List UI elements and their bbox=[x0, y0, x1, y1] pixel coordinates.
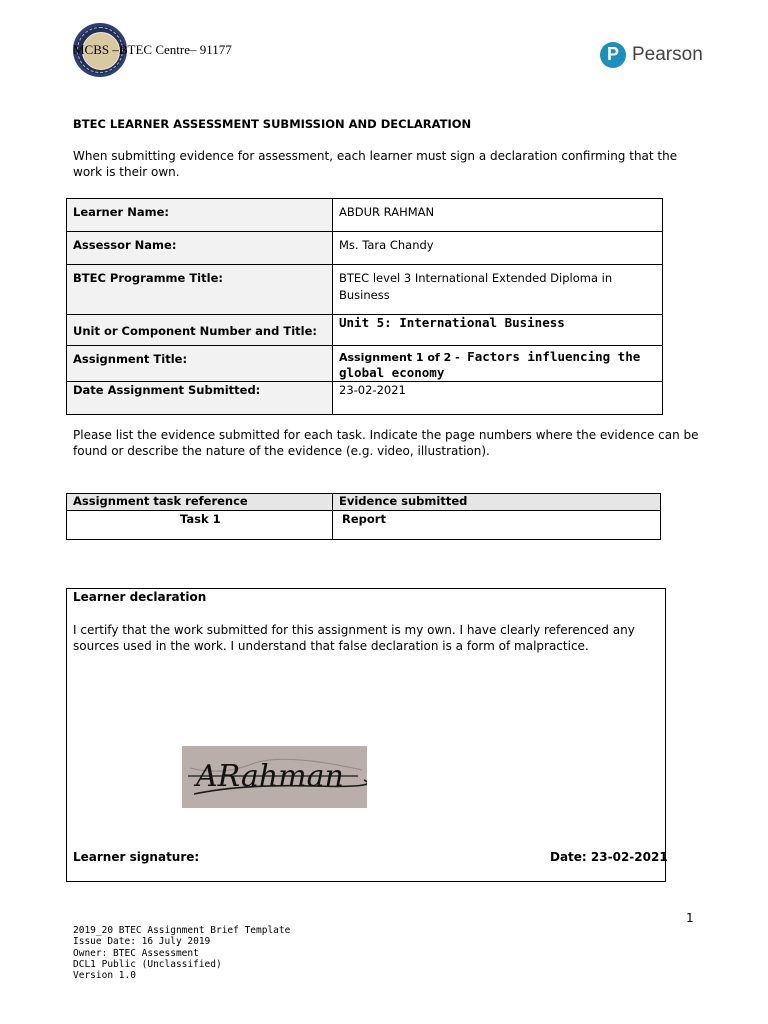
footer-issue-date: Issue Date: 16 July 2019 bbox=[73, 936, 211, 948]
footer-version: Version 1.0 bbox=[73, 970, 136, 982]
task-reference-cell: Task 1 bbox=[67, 511, 333, 540]
assignment-prefix: Assignment 1 of 2 - bbox=[339, 351, 460, 364]
evidence-intro-text: Please list the evidence submitted for each task. Indicate the page numbers where the evidence can be found or describe the nature of the evidence (e.g. video, illustration). bbox=[73, 428, 699, 458]
centre-name: MCBS –BTEC Centre– 91177 bbox=[73, 42, 232, 57]
page-title: BTEC LEARNER ASSESSMENT SUBMISSION AND DECLARATION bbox=[73, 117, 472, 131]
document-footer bbox=[73, 925, 290, 981]
assignment-title-value: Factors influencing the global economy bbox=[339, 349, 641, 380]
learner-name-value: ABDUR RAHMAN bbox=[333, 199, 663, 232]
page-number: 1 bbox=[686, 911, 694, 925]
date-submitted-label: Date Assignment Submitted: bbox=[67, 382, 333, 415]
assessor-name-value: Ms. Tara Chandy bbox=[333, 232, 663, 265]
footer-owner: Owner: BTEC Assessment bbox=[73, 947, 199, 959]
assignment-title-cell bbox=[333, 346, 663, 382]
pearson-logo-icon: P bbox=[600, 42, 626, 68]
learner-signature-label: Learner signature: bbox=[73, 850, 200, 864]
footer-template: 2019_20 BTEC Assignment Brief Template bbox=[73, 925, 291, 936]
unit-title-value: Unit 5: International Business bbox=[339, 315, 565, 330]
programme-title-label: BTEC Programme Title: bbox=[67, 265, 333, 315]
date-submitted-value: 23-02-2021 bbox=[333, 382, 663, 415]
unit-title-label: Unit or Component Number and Title: bbox=[67, 315, 333, 346]
footer-classification: DCL1 Public (Unclassified) bbox=[73, 958, 222, 970]
table-row bbox=[67, 511, 661, 540]
learner-name-label: Learner Name: bbox=[67, 199, 333, 232]
evidence-table bbox=[66, 493, 661, 540]
declaration-text: I certify that the work submitted for this assignment is my own. I have clearly referenced any sources used in the work. I understand that false declaration is a form of malpractice. bbox=[73, 623, 635, 653]
assessor-name-label: Assessor Name: bbox=[67, 232, 333, 265]
intro-text: When submitting evidence for assessment, each learner must sign a declaration confirming that the work is their own. bbox=[73, 149, 678, 179]
signature-text: ARahman bbox=[196, 759, 344, 794]
programme-title-value: BTEC level 3 International Extended Diploma in Business bbox=[333, 265, 663, 315]
pearson-wordmark: Pearson bbox=[632, 44, 703, 65]
learner-signature-image bbox=[182, 746, 367, 808]
assignment-title-label: Assignment Title: bbox=[67, 346, 333, 382]
declaration-date: Date: 23-02-2021 bbox=[550, 850, 668, 864]
col-evidence-submitted: Evidence submitted bbox=[333, 494, 661, 511]
details-table bbox=[66, 198, 663, 415]
declaration-heading: Learner declaration bbox=[73, 590, 207, 604]
evidence-cell: Report bbox=[333, 511, 661, 540]
unit-title-cell bbox=[333, 315, 663, 346]
col-task-reference: Assignment task reference bbox=[67, 494, 333, 511]
